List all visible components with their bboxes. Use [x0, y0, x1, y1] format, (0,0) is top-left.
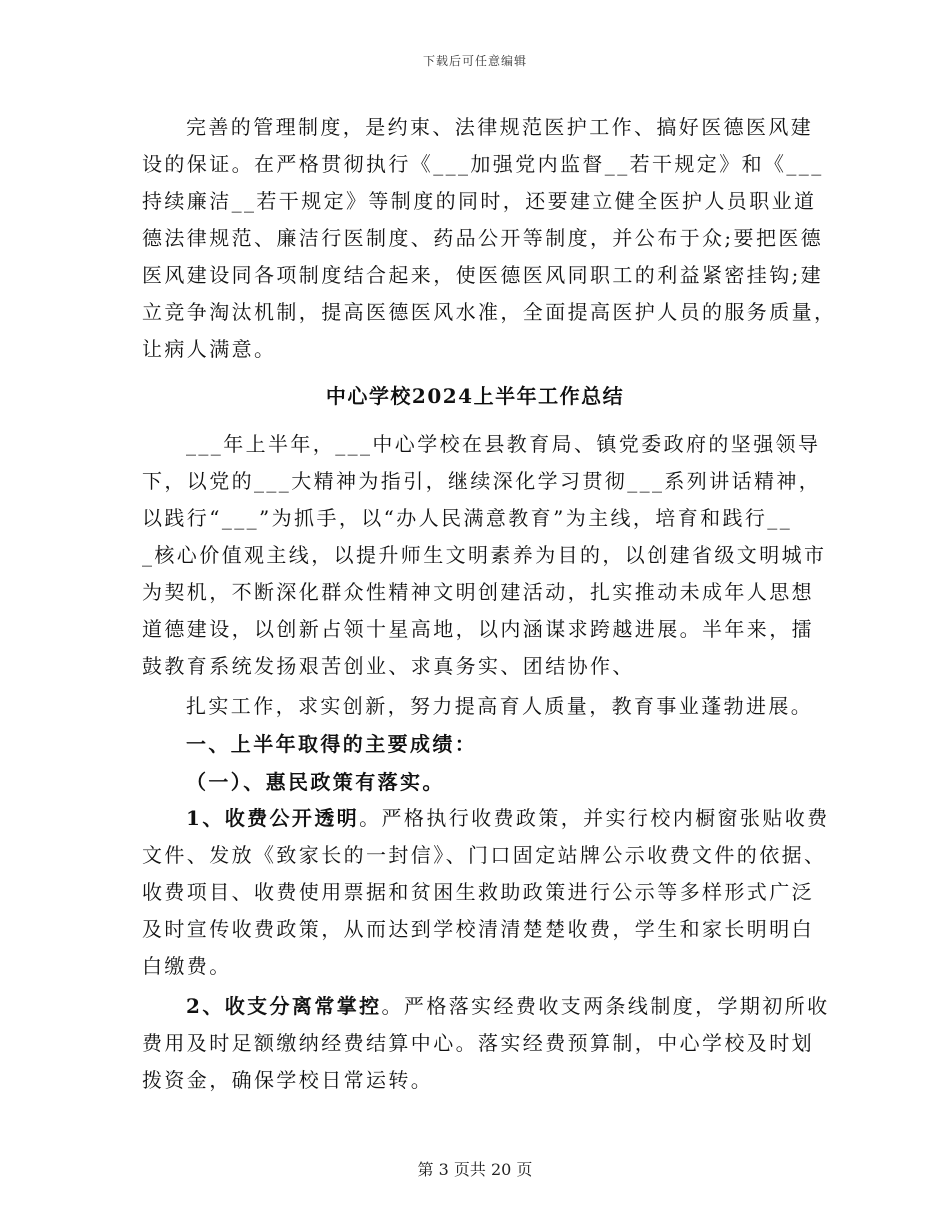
- page-header: 下载后可任意编辑: [422, 54, 527, 68]
- summary-line: 下，以党的___大精神为指引，继续深化学习贯彻___系列讲话精神，: [142, 469, 822, 493]
- item-1-line: 收费项目、收费使用票据和贫困生救助政策进行公示等多样形式广泛: [142, 880, 814, 904]
- summary-line: 以践行“___”为抓手，以“办人民满意教育”为主线，培育和践行__: [142, 506, 793, 530]
- item-1-label: 1、收费公开透明: [186, 806, 360, 830]
- summary-line: 为契机，不断深化群众性精神文明创建活动，扎实推动未成年人思想: [142, 580, 814, 604]
- summary-line: _核心价值观主线，以提升师生文明素养为目的，以创建省级文明城市: [142, 543, 827, 567]
- paragraph-line: 让病人满意。: [142, 337, 277, 361]
- paragraph-line: 医风建设同各项制度结合起来，使医德医风同职工的利益紧密挂钩;建: [142, 263, 824, 287]
- item-1-line: [186, 801, 830, 835]
- summary-line: 扎实工作，求实创新，努力提高育人质量，教育事业蓬勃进展。: [186, 694, 814, 718]
- summary-line: 鼓教育系统发扬艰苦创业、求真务实、团结协作、: [142, 654, 635, 678]
- section-heading: 一、上半年取得的主要成绩：: [186, 732, 478, 756]
- paragraph-line: 德法律规范、廉洁行医制度、药品公开等制度，并公布于众;要把医德: [142, 226, 824, 250]
- paragraph-line: 立竞争淘汰机制，提高医德医风水准，全面提高医护人员的服务质量，: [142, 300, 837, 324]
- subsection-heading: （一）、惠民政策有落实。: [186, 770, 445, 794]
- paragraph-line: 完善的管理制度，是约束、法律规范医护工作、搞好医德医风建: [186, 115, 814, 139]
- document-title: 中心学校2024上半年工作总结: [325, 384, 625, 408]
- item-2-text: 。严格落实经费收支两条线制度，学期初所收: [381, 994, 830, 1018]
- paragraph-line: 设的保证。在严格贯彻执行《___加强党内监督__若干规定》和《___: [142, 152, 824, 176]
- paragraph-line: 持续廉洁__若干规定》等制度的同时，还要建立健全医护人员职业道: [142, 189, 817, 213]
- item-2-line: 费用及时足额缴纳经费结算中心。落实经费预算制，中心学校及时划: [142, 1031, 814, 1055]
- item-2-line: [186, 989, 830, 1023]
- summary-line: ___年上半年，___中心学校在县教育局、镇党委政府的坚强领导: [186, 432, 821, 456]
- item-1-line: 文件、发放《致家长的一封信》、门口固定站牌公示收费文件的依据、: [142, 843, 827, 867]
- page-footer: 第 3 页共 20 页: [417, 1160, 533, 1179]
- item-1-text: 。严格执行收费政策，并实行校内橱窗张贴收费: [359, 806, 830, 830]
- summary-line: 道德建设，以创新占领十星高地，以内涵谋求跨越进展。半年来，擂: [142, 617, 814, 641]
- item-2-label: 2、收支分离常掌控: [186, 994, 382, 1018]
- item-2-line: 拨资金，确保学校日常运转。: [142, 1068, 434, 1092]
- item-1-line: 白缴费。: [142, 954, 232, 978]
- item-1-line: 及时宣传收费政策，从而达到学校清清楚楚收费，学生和家长明明白: [142, 917, 814, 941]
